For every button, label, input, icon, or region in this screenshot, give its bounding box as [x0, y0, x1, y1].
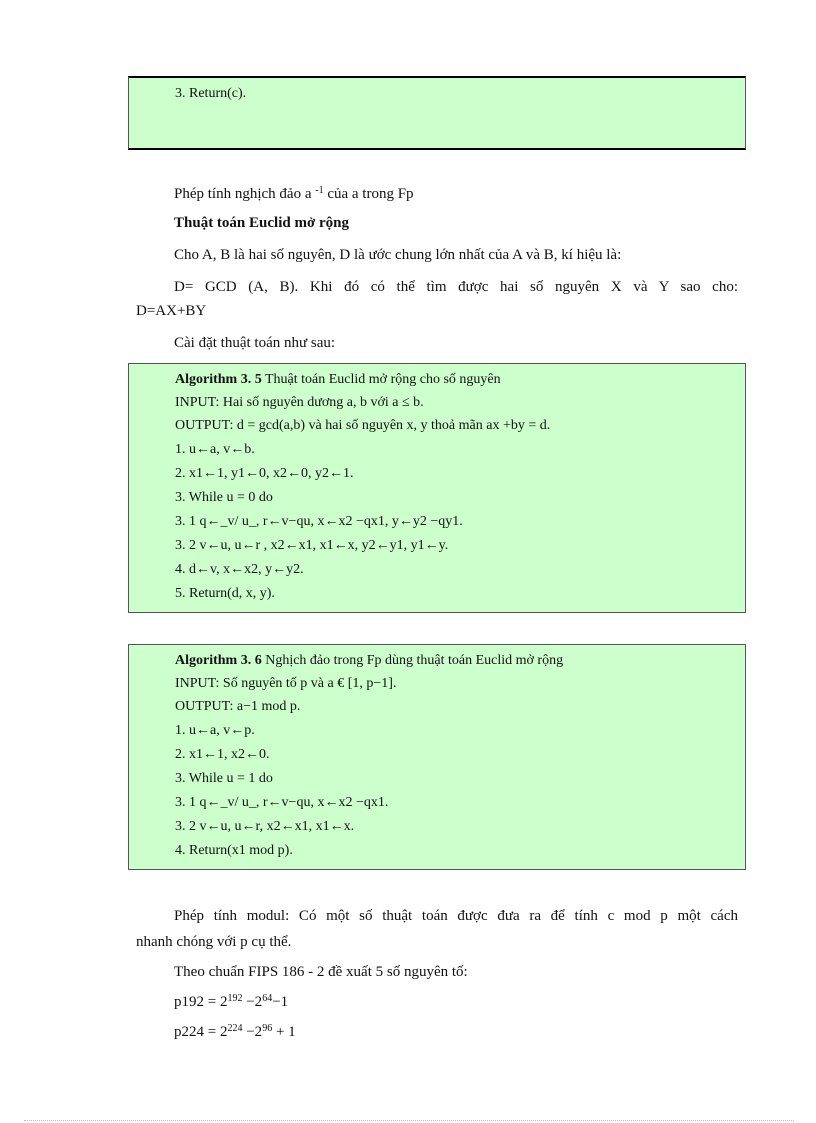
- algorithm-step: 3. Return(c).: [175, 86, 247, 101]
- superscript: -1: [315, 185, 324, 196]
- algorithm-title-line: [175, 651, 563, 671]
- exponent: 96: [262, 1023, 273, 1034]
- algorithm-3-6-box: [128, 644, 746, 870]
- formula-p192: [174, 992, 288, 1012]
- algorithm-line: 3. 2 v←u, u←r, x2←x1, x1←x.: [175, 819, 355, 834]
- algorithm-label: Algorithm 3. 6: [175, 653, 262, 668]
- algorithm-label: Algorithm 3. 5: [175, 372, 262, 387]
- paragraph-inverse-tail: của a trong Fp: [327, 186, 414, 202]
- algorithm-line: INPUT: Số nguyên tố p và a € [1, p−1].: [175, 676, 397, 691]
- paragraph-inverse: [174, 184, 414, 204]
- algorithm-line: OUTPUT: d = gcd(a,b) và hai số nguyên x, y thoả mãn ax +by = d.: [175, 418, 551, 433]
- paragraph-setup: Cài đặt thuật toán như sau:: [174, 335, 336, 351]
- algorithm-line: 3. While u = 0 do: [175, 490, 273, 505]
- algorithm-title: Thuật toán Euclid mở rộng cho số nguyên: [264, 372, 501, 387]
- formula-tail: −1: [272, 994, 289, 1010]
- formula-mid: −2: [242, 994, 263, 1010]
- algorithm-line: 4. d←v, x←x2, y←y2.: [175, 562, 304, 577]
- algorithm-line: 4. Return(x1 mod p).: [175, 843, 293, 858]
- formula-tail: + 1: [272, 1024, 296, 1040]
- exponent: 192: [227, 993, 243, 1004]
- section-heading: Thuật toán Euclid mở rộng: [174, 215, 350, 231]
- exponent: 64: [262, 993, 273, 1004]
- algorithm-line: 2. x1←1, x2←0.: [175, 747, 270, 762]
- paragraph-gcd-line1: D= GCD (A, B). Khi đó có thể tìm được hai số nguyên X và Y sao cho:: [174, 279, 738, 295]
- algorithm-line: 1. u←a, v←p.: [175, 723, 255, 738]
- paragraph-inverse-text: Phép tính nghịch đảo a: [174, 186, 312, 202]
- paragraph-definition: Cho A, B là hai số nguyên, D là ước chung lớn nhất của A và B, kí hiệu là:: [174, 247, 622, 263]
- algorithm-title-line: [175, 370, 501, 390]
- algorithm-line: INPUT: Hai số nguyên dương a, b với a ≤ b.: [175, 395, 424, 410]
- algorithm-line: 1. u←a, v←b.: [175, 442, 255, 457]
- algorithm-line: 5. Return(d, x, y).: [175, 586, 275, 601]
- algorithm-line: 3. While u = 1 do: [175, 771, 273, 786]
- algorithm-box-continued: [128, 76, 746, 150]
- algorithm-line: OUTPUT: a−1 mod p.: [175, 699, 301, 714]
- formula-lhs: p224 = 2: [174, 1024, 228, 1040]
- paragraph-modul-line1: Phép tính modul: Có một số thuật toán được đưa ra để tính c mod p một cách: [174, 908, 738, 924]
- algorithm-line: 3. 2 v←u, u←r , x2←x1, x1←x, y2←y1, y1←y.: [175, 538, 449, 553]
- paragraph-gcd-line2: D=AX+BY: [136, 303, 207, 319]
- algorithm-title: Nghịch đảo trong Fp dùng thuật toán Euclid mở rộng: [265, 653, 564, 668]
- page-bottom-divider: [24, 1120, 794, 1121]
- paragraph-fips: Theo chuẩn FIPS 186 - 2 đề xuất 5 số nguyên tố:: [174, 964, 468, 980]
- algorithm-3-5-box: [128, 363, 746, 613]
- formula-lhs: p192 = 2: [174, 994, 228, 1010]
- formula-mid: −2: [242, 1024, 263, 1040]
- algorithm-line: 3. 1 q←_v/ u_, r←v−qu, x←x2 −qx1.: [175, 795, 389, 810]
- paragraph-modul-line2: nhanh chóng với p cụ thể.: [136, 934, 292, 950]
- formula-p224: [174, 1022, 296, 1042]
- algorithm-line: 3. 1 q←_v/ u_, r←v−qu, x←x2 −qx1, y←y2 −qy1.: [175, 514, 463, 529]
- exponent: 224: [227, 1023, 243, 1034]
- algorithm-line: 2. x1←1, y1←0, x2←0, y2←1.: [175, 466, 354, 481]
